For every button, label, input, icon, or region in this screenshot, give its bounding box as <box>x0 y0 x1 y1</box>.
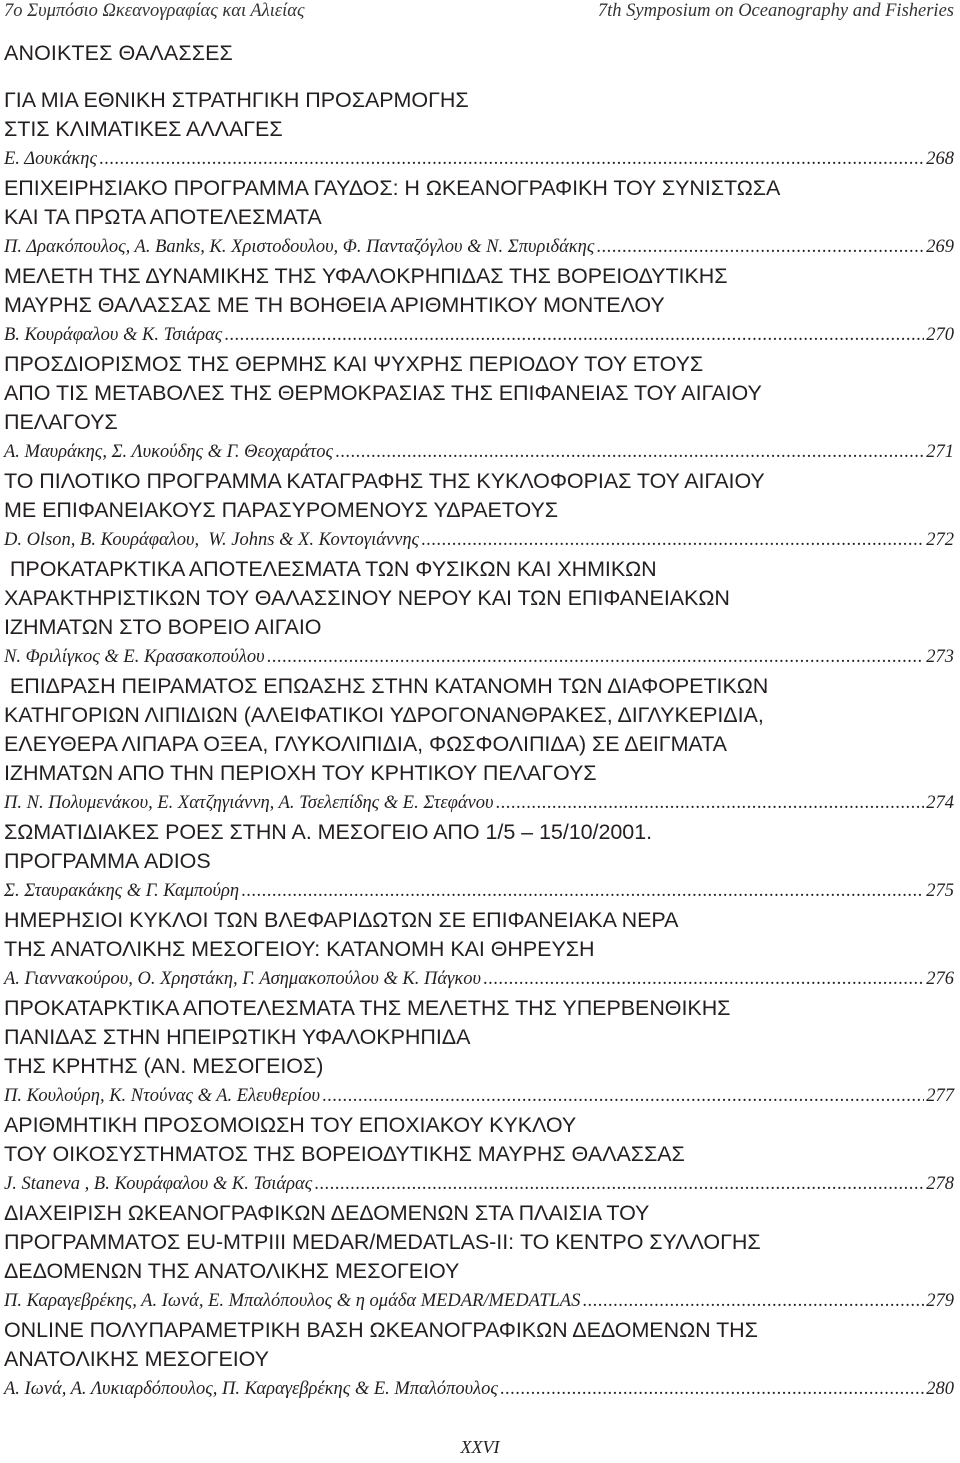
entry-title-line: ΠΑΝΙΔΑΣ ΣΤΗΝ ΗΠΕΙΡΩΤΙΚΗ ΥΦΑΛΟΚΡΗΠΙΔΑ <box>4 1025 471 1049</box>
entry-title-line: ΕΠΙΧΕΙΡΗΣΙΑΚΟ ΠΡΟΓΡΑΜΜΑ ΓΑΥΔΟΣ: Η ΩΚΕΑΝΟΓΡΑΦΙΚΗ ΤΟΥ ΣΥΝΙΣΤΩΣΑ <box>4 176 781 200</box>
entry-page-number: 273 <box>926 647 954 667</box>
entry-page-number: 280 <box>926 1379 954 1399</box>
table-of-contents <box>4 86 954 1404</box>
entry-page-number: 275 <box>926 881 954 901</box>
entry-title-line: ΠΕΛΑΓΟΥΣ <box>4 410 118 434</box>
entry-title-line: ΠΡΟΓΡΑΜΜΑΤΟΣ EU-MTPIII MEDAR/MEDATLAS-II: ΤΟ ΚΕΝΤΡΟ ΣΥΛΛΟΓΗΣ <box>4 1230 761 1254</box>
entry-title-line: ΜΕ ΕΠΙΦΑΝΕΙΑΚΟΥΣ ΠΑΡΑΣΥΡΟΜΕΝΟΥΣ ΥΔΡΑΕΤΟΥΣ <box>4 498 558 522</box>
entry-title-line: ΣΩΜΑΤΙΔΙΑΚΕΣ ΡΟΕΣ ΣΤΗΝ Α. ΜΕΣΟΓΕΙΟ ΑΠΟ 1/5 – 15/10/2001. <box>4 820 653 844</box>
entry-title-line: ΗΜΕΡΗΣΙΟΙ ΚΥΚΛΟΙ ΤΩΝ ΒΛΕΦΑΡΙΔΩΤΩΝ ΣΕ ΕΠΙΦΑΝΕΙΑΚΑ ΝΕΡΑ <box>4 908 679 932</box>
entry-authors: J. Staneva , Β. Κουράφαλου & Κ. Τσιάρας <box>4 1174 313 1194</box>
entry-title-line: ΧΑΡΑΚΤΗΡΙΣΤΙΚΩΝ ΤΟΥ ΘΑΛΑΣΣΙΝΟΥ ΝΕΡΟΥ ΚΑΙ ΤΩΝ ΕΠΙΦΑΝΕΙΑΚΩΝ <box>4 586 730 610</box>
entry-authors-line <box>4 144 954 174</box>
toc-entry <box>4 818 954 906</box>
entry-authors: Σ. Σταυρακάκης & Γ. Καμπούρη <box>4 881 240 901</box>
entry-title-line: ΣΤΙΣ ΚΛΙΜΑΤΙΚΕΣ ΑΛΛΑΓΕΣ <box>4 117 283 141</box>
entry-authors: Β. Κουράφαλου & Κ. Τσιάρας <box>4 325 223 345</box>
toc-entry <box>4 262 954 350</box>
dot-leader <box>582 1286 924 1316</box>
toc-entry <box>4 350 954 467</box>
entry-authors-line <box>4 788 954 818</box>
entry-title-line: ΠΡΟΚΑΤΑΡΚΤΙΚΑ ΑΠΟΤΕΛΕΣΜΑΤΑ ΤΗΣ ΜΕΛΕΤΗΣ ΤΗΣ ΥΠΕΡΒΕΝΘΙΚΗΣ <box>4 996 731 1020</box>
toc-entry <box>4 906 954 994</box>
running-head-left: 7ο Συμπόσιο Ωκεανογραφίας και Αλιείας <box>4 1 305 21</box>
entry-authors-line <box>4 1286 954 1316</box>
entry-page-number: 276 <box>926 969 954 989</box>
entry-authors: Π. Ν. Πολυμενάκου, Ε. Χατζηγιάννη, Α. Τσελεπίδης & Ε. Στεφάνου <box>4 793 494 813</box>
entry-title-line: ΑΝΑΤΟΛΙΚΗΣ ΜΕΣΟΓΕΙΟΥ <box>4 1347 269 1371</box>
entry-title-line: ΤΗΣ ΑΝΑΤΟΛΙΚΗΣ ΜΕΣΟΓΕΙΟΥ: ΚΑΤΑΝΟΜΗ ΚΑΙ ΘΗΡΕΥΣΗ <box>4 937 595 961</box>
entry-authors-line <box>4 1374 954 1404</box>
entry-title-line: ΜΑΥΡΗΣ ΘΑΛΑΣΣΑΣ ΜΕ ΤΗ ΒΟΗΘΕΙΑ ΑΡΙΘΜΗΤΙΚΟΥ ΜΟΝΤΕΛΟΥ <box>4 293 665 317</box>
entry-authors-line <box>4 437 954 467</box>
toc-entry <box>4 555 954 672</box>
entry-page-number: 270 <box>926 325 954 345</box>
dot-leader <box>596 232 924 262</box>
entry-title-line: ΓΙΑ ΜΙΑ ΕΘΝΙΚΗ ΣΤΡΑΤΗΓΙΚΗ ΠΡΟΣΑΡΜΟΓΗΣ <box>4 88 469 112</box>
entry-authors: Ν. Φριλίγκος & Ε. Κρασακοπούλου <box>4 647 265 667</box>
entry-title-line: ΜΕΛΕΤΗ ΤΗΣ ΔΥΝΑΜΙΚΗΣ ΤΗΣ ΥΦΑΛΟΚΡΗΠΙΔΑΣ ΤΗΣ ΒΟΡΕΙΟΔΥΤΙΚΗΣ <box>4 264 728 288</box>
dot-leader <box>421 525 924 555</box>
entry-title-line: ΕΠΙΔΡΑΣΗ ΠΕΙΡΑΜΑΤΟΣ ΕΠΩΑΣΗΣ ΣΤΗΝ ΚΑΤΑΝΟΜΗ ΤΩΝ ΔΙΑΦΟΡΕΤΙΚΩΝ <box>4 674 769 698</box>
toc-entry <box>4 86 954 174</box>
entry-title-line: ΔΕΔΟΜΕΝΩΝ ΤΗΣ ΑΝΑΤΟΛΙΚΗΣ ΜΕΣΟΓΕΙΟΥ <box>4 1259 460 1283</box>
entry-title-line: ΠΡΟΚΑΤΑΡΚΤΙΚΑ ΑΠΟΤΕΛΕΣΜΑΤΑ ΤΩΝ ΦΥΣΙΚΩΝ ΚΑΙ ΧΗΜΙΚΩΝ <box>4 557 657 581</box>
entry-page-number: 271 <box>926 442 954 462</box>
entry-title-line: ΚΑΤΗΓΟΡΙΩΝ ΛΙΠΙΔΙΩΝ (ΑΛΕΙΦΑΤΙΚΟΙ ΥΔΡΟΓΟΝΑΝΘΡΑΚΕΣ, ΔΙΓΛΥΚΕΡΙΔΙΑ, <box>4 703 764 727</box>
entry-authors: Π. Κουλούρη, Κ. Ντούνας & Α. Ελευθερίου <box>4 1086 321 1106</box>
entry-authors-line <box>4 642 954 672</box>
entry-authors-line <box>4 320 954 350</box>
dot-leader <box>224 320 924 350</box>
dot-leader <box>500 1374 924 1404</box>
dot-leader <box>483 964 924 994</box>
entry-title-line: ΑΡΙΘΜΗΤΙΚΗ ΠΡΟΣΟΜΟΙΩΣΗ ΤΟΥ ΕΠΟΧΙΑΚΟΥ ΚΥΚΛΟΥ <box>4 1113 577 1137</box>
running-head-right: 7th Symposium on Oceanography and Fisheries <box>597 1 954 21</box>
toc-entry <box>4 1199 954 1316</box>
toc-entry <box>4 994 954 1111</box>
entry-page-number: 269 <box>926 237 954 257</box>
dot-leader <box>322 1081 924 1111</box>
entry-authors-line <box>4 1081 954 1111</box>
toc-entry <box>4 467 954 555</box>
page-number-folio: XXVI <box>460 1437 500 1457</box>
entry-title-line: ΤΟ ΠΙΛΟΤΙΚΟ ΠΡΟΓΡΑΜΜΑ ΚΑΤΑΓΡΑΦΗΣ ΤΗΣ ΚΥΚΛΟΦΟΡΙΑΣ ΤΟΥ ΑΙΓΑΙΟΥ <box>4 469 765 493</box>
toc-entry <box>4 672 954 818</box>
entry-title-line: ΚΑΙ ΤΑ ΠΡΩΤΑ ΑΠΟΤΕΛΕΣΜΑΤΑ <box>4 205 322 229</box>
entry-page-number: 272 <box>926 530 954 550</box>
dot-leader <box>267 642 925 672</box>
entry-page-number: 268 <box>926 149 954 169</box>
entry-page-number: 278 <box>926 1174 954 1194</box>
entry-page-number: 277 <box>926 1086 954 1106</box>
entry-title-line: ΠΡΟΣΔΙΟΡΙΣΜΟΣ ΤΗΣ ΘΕΡΜΗΣ ΚΑΙ ΨΥΧΡΗΣ ΠΕΡΙΟΔΟΥ ΤΟΥ ΕΤΟΥΣ <box>4 352 704 376</box>
entry-page-number: 274 <box>926 793 954 813</box>
entry-authors: Π. Δρακόπουλος, Α. Banks, Κ. Χριστοδουλου, Φ. Πανταζόγλου & Ν. Σπυριδάκης <box>4 237 595 257</box>
section-heading: ΑΝΟΙΚΤΕΣ ΘΑΛΑΣΣΕΣ <box>4 41 233 65</box>
entry-authors-line <box>4 525 954 555</box>
entry-title-line: ΤΗΣ ΚΡΗΤΗΣ (ΑΝ. ΜΕΣΟΓΕΙΟΣ) <box>4 1054 324 1078</box>
entry-authors: Α. Γιαννακούρου, Ο. Χρηστάκη, Γ. Ασημακοπούλου & Κ. Πάγκου <box>4 969 482 989</box>
entry-title-line: ΙΖΗΜΑΤΩΝ ΣΤΟ ΒΟΡΕΙΟ ΑΙΓΑΙΟ <box>4 615 322 639</box>
entry-title-line: ONLINE ΠΟΛΥΠΑΡΑΜΕΤΡΙΚΗ ΒΑΣΗ ΩΚΕΑΝΟΓΡΑΦΙΚΩΝ ΔΕΔΟΜΕΝΩΝ ΤΗΣ <box>4 1318 758 1342</box>
dot-leader <box>496 788 925 818</box>
entry-title-line: ΙΖΗΜΑΤΩΝ ΑΠΟ ΤΗΝ ΠΕΡΙΟΧΗ ΤΟΥ ΚΡΗΤΙΚΟΥ ΠΕΛΑΓΟΥΣ <box>4 761 597 785</box>
toc-entry <box>4 174 954 262</box>
entry-authors-line <box>4 964 954 994</box>
entry-authors-line <box>4 1169 954 1199</box>
entry-authors: Α. Ιωνά, Α. Λυκιαρδόπουλος, Π. Καραγεβρέκης & Ε. Μπαλόπουλος <box>4 1379 498 1399</box>
entry-title-line: ΑΠΟ ΤΙΣ ΜΕΤΑΒΟΛΕΣ ΤΗΣ ΘΕΡΜΟΚΡΑΣΙΑΣ ΤΗΣ ΕΠΙΦΑΝΕΙΑΣ ΤΟΥ ΑΙΓΑΙΟΥ <box>4 381 762 405</box>
running-head <box>4 0 954 24</box>
entry-page-number: 279 <box>926 1291 954 1311</box>
entry-authors: D. Olson, Β. Κουράφαλου, W. Johns & Χ. Κοντογιάννης <box>4 530 420 550</box>
dot-leader <box>335 437 924 467</box>
entry-title-line: ΤΟΥ ΟΙΚΟΣΥΣΤΗΜΑΤΟΣ ΤΗΣ ΒΟΡΕΙΟΔΥΤΙΚΗΣ ΜΑΥΡΗΣ ΘΑΛΑΣΣΑΣ <box>4 1142 685 1166</box>
entry-authors: Α. Μαυράκης, Σ. Λυκούδης & Γ. Θεοχαράτος <box>4 442 334 462</box>
entry-authors: Ε. Δουκάκης <box>4 149 97 169</box>
dot-leader <box>241 876 924 906</box>
entry-title-line: ΔΙΑΧΕΙΡΙΣΗ ΩΚΕΑΝΟΓΡΑΦΙΚΩΝ ΔΕΔΟΜΕΝΩΝ ΣΤΑ ΠΛΑΙΣΙΑ ΤΟΥ <box>4 1201 650 1225</box>
dot-leader <box>99 144 924 174</box>
toc-entry <box>4 1111 954 1199</box>
dot-leader <box>314 1169 924 1199</box>
entry-title-line: ΕΛΕΥΘΕΡΑ ΛΙΠΑΡΑ ΟΞΕΑ, ΓΛΥΚΟΛΙΠΙΔΙΑ, ΦΩΣΦΟΛΙΠΙΔΑ) ΣΕ ΔΕΙΓΜΑΤΑ <box>4 732 727 756</box>
entry-authors: Π. Καραγεβρέκης, Α. Ιωνά, Ε. Μπαλόπουλος & η ομάδα MEDAR/MEDATLAS <box>4 1291 581 1311</box>
entry-title-line: ΠΡΟΓΡΑΜΜΑ ADIOS <box>4 849 211 873</box>
entry-authors-line <box>4 876 954 906</box>
toc-entry <box>4 1316 954 1404</box>
entry-authors-line <box>4 232 954 262</box>
